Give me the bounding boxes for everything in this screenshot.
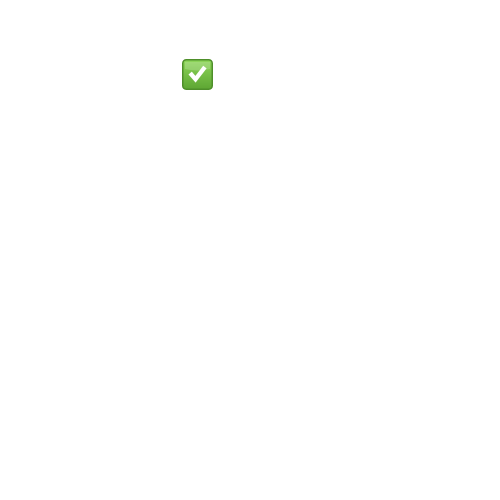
check-mark-icon	[182, 59, 213, 90]
checked-checkbox[interactable]	[182, 59, 213, 90]
